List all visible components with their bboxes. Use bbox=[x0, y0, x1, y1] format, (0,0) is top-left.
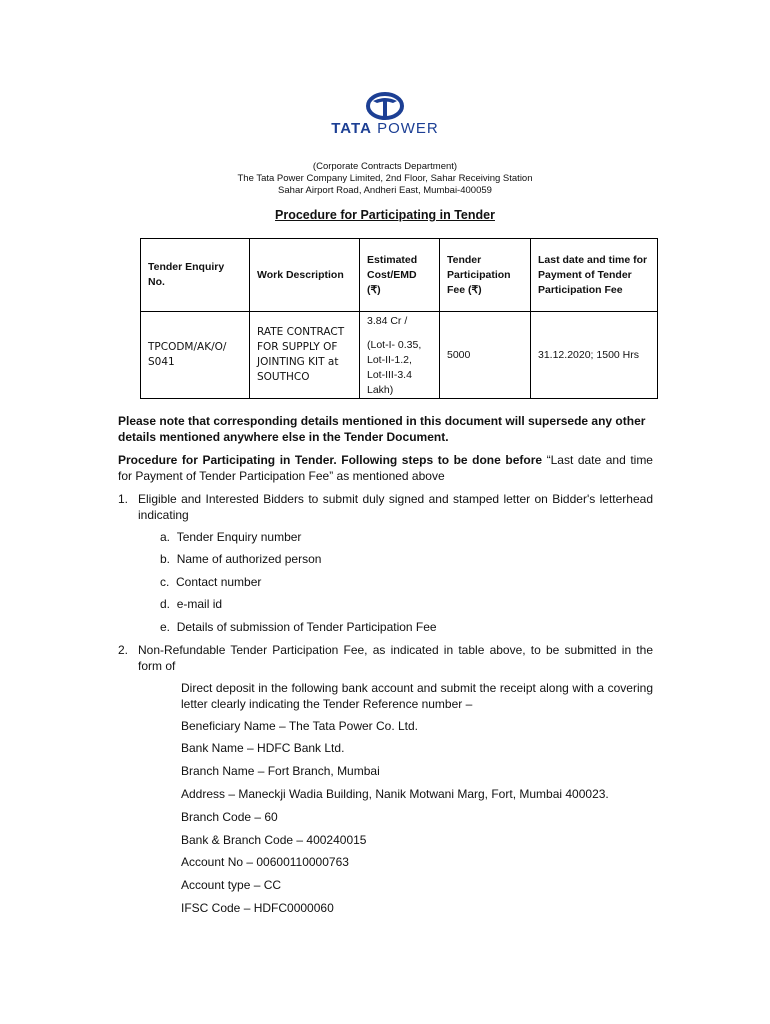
cell-enquiry-no: TPCODM/AK/O/ S041 bbox=[141, 312, 250, 399]
table-row bbox=[141, 312, 658, 399]
tata-logo bbox=[0, 92, 770, 120]
beneficiary-name: Beneficiary Name – The Tata Power Co. Ltd. bbox=[181, 719, 419, 733]
account-number: Account No – 00600110000763 bbox=[181, 855, 349, 869]
brand-power: POWER bbox=[377, 120, 439, 137]
bank-intro: Direct deposit in the following bank account and submit the receipt along with a covering letter clearly indicating the Tender Reference number – bbox=[181, 681, 653, 711]
list-letter: c. bbox=[160, 575, 170, 589]
ifsc-code: IFSC Code – HDFC0000060 bbox=[181, 901, 334, 915]
procedure-normal: “Last date and time for Payment of Tender Participation Fee” as mentioned above bbox=[118, 453, 653, 483]
list-item bbox=[160, 619, 437, 635]
header-work-description: Work Description bbox=[250, 239, 360, 312]
tender-table bbox=[140, 238, 658, 399]
cost-lots: (Lot-I- 0.35, Lot-II-1.2, Lot-III-3.4 Lakh) bbox=[367, 339, 422, 396]
department-line: (Corporate Contracts Department) bbox=[312, 161, 458, 172]
company-line: The Tata Power Company Limited, 2nd Floor, Sahar Receiving Station bbox=[237, 173, 533, 184]
list-letter: b. bbox=[160, 552, 171, 566]
bank-name: Bank Name – HDFC Bank Ltd. bbox=[181, 741, 345, 755]
branch-name: Branch Name – Fort Branch, Mumbai bbox=[181, 764, 380, 778]
list-text: Name of authorized person bbox=[176, 552, 322, 566]
step-1 bbox=[118, 491, 653, 523]
branch-code: Branch Code – 60 bbox=[181, 810, 278, 824]
step-text: Non-Refundable Tender Participation Fee, as indicated in table above, to be submitted in the form of bbox=[138, 643, 653, 673]
cell-estimated-cost bbox=[360, 312, 440, 399]
step-2 bbox=[118, 642, 653, 674]
header-participation-fee: Tender Participation Fee (₹) bbox=[440, 239, 531, 312]
list-item bbox=[160, 551, 321, 567]
list-text: e-mail id bbox=[176, 597, 223, 611]
list-item bbox=[160, 529, 301, 545]
supersede-note: Please note that corresponding details mentioned in this document will supersede any other details mentioned anywhere else in the Tender Document. bbox=[118, 414, 646, 444]
list-item bbox=[160, 574, 261, 590]
procedure-bold: Procedure for Participating in Tender. Following steps to be done before bbox=[118, 453, 547, 467]
account-type: Account type – CC bbox=[181, 878, 282, 892]
list-letter: e. bbox=[160, 620, 171, 634]
list-text: Details of submission of Tender Participation Fee bbox=[176, 620, 437, 634]
brand-wordmark bbox=[0, 120, 770, 137]
page-title: Procedure for Participating in Tender bbox=[275, 208, 495, 222]
cost-total: 3.84 Cr / bbox=[367, 315, 408, 327]
header-enquiry-no: Tender Enquiry No. bbox=[141, 239, 250, 312]
list-text: Contact number bbox=[176, 575, 262, 589]
list-item bbox=[160, 596, 222, 612]
tata-logo-icon bbox=[365, 92, 405, 120]
address-line: Sahar Airport Road, Andheri East, Mumbai-400059 bbox=[278, 185, 492, 196]
brand-tata: TATA bbox=[331, 120, 372, 137]
list-letter: d. bbox=[160, 597, 171, 611]
cell-work-description: RATE CONTRACT FOR SUPPLY OF JOINTING KIT at SOUTHCO bbox=[250, 312, 360, 399]
step-number: 1. bbox=[118, 492, 129, 506]
step-text: Eligible and Interested Bidders to submit duly signed and stamped letter on Bidder's letterhead indicating bbox=[138, 492, 653, 522]
list-text: Tender Enquiry number bbox=[176, 530, 302, 544]
bank-branch-code: Bank & Branch Code – 400240015 bbox=[181, 833, 367, 847]
procedure-paragraph bbox=[118, 452, 653, 484]
list-letter: a. bbox=[160, 530, 171, 544]
bank-address: Address – Maneckji Wadia Building, Nanik Motwani Marg, Fort, Mumbai 400023. bbox=[181, 787, 609, 801]
cell-participation-fee: 5000 bbox=[440, 312, 531, 399]
cell-last-date: 31.12.2020; 1500 Hrs bbox=[531, 312, 658, 399]
table-header-row bbox=[141, 239, 658, 312]
header-last-date: Last date and time for Payment of Tender Participation Fee bbox=[531, 239, 658, 312]
step-number: 2. bbox=[118, 643, 129, 657]
header-estimated-cost: Estimated Cost/EMD (₹) bbox=[360, 239, 440, 312]
